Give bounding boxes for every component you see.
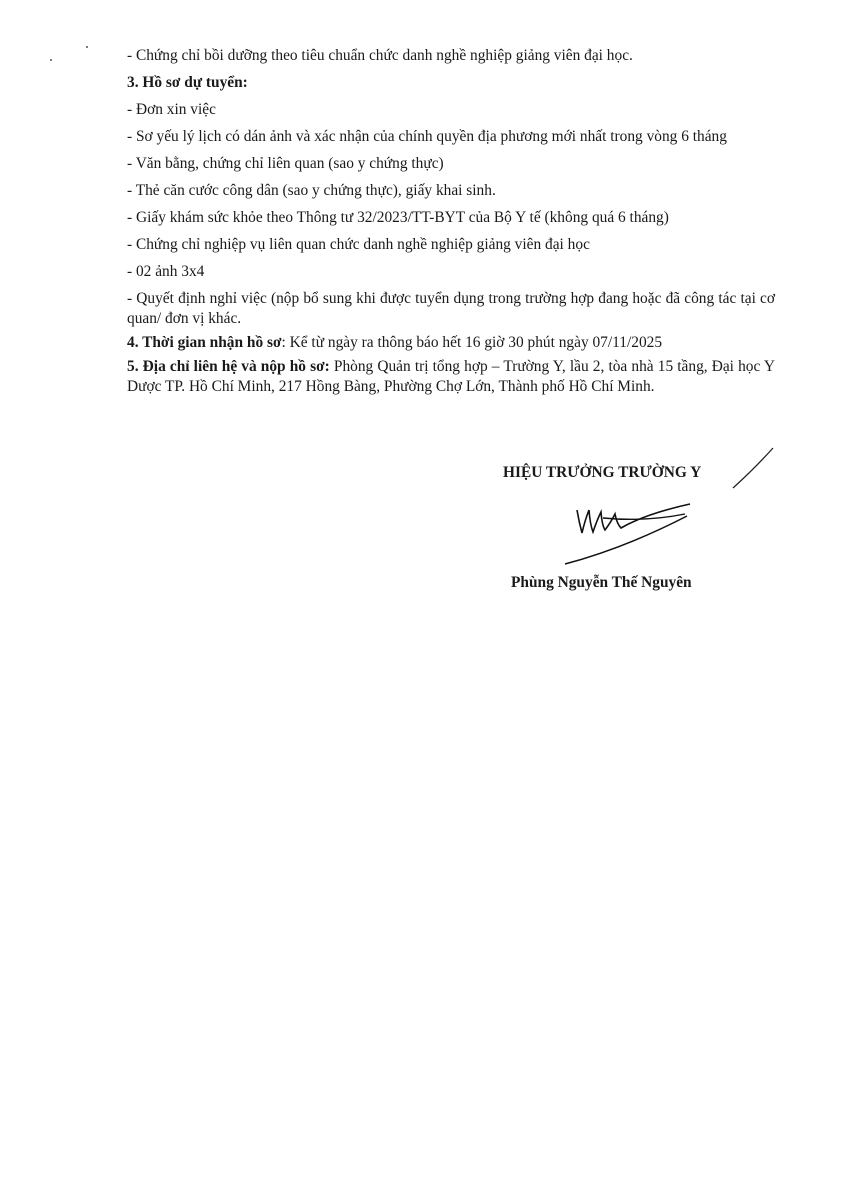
list-item: - Chứng chỉ bồi dưỡng theo tiêu chuẩn chức danh nghề nghiệp giảng viên đại học. [127, 47, 633, 64]
handwritten-signature [555, 440, 785, 580]
list-item: - Quyết định nghỉ việc (nộp bổ sung khi được tuyển dụng trong trường hợp đang hoặc đã công tác tại cơ quan/ đơn vị khác. [127, 290, 775, 327]
list-item: - Văn bằng, chứng chỉ liên quan (sao y chứng thực) [127, 155, 444, 172]
list-item: - Thẻ căn cước công dân (sao y chứng thực), giấy khai sinh. [127, 182, 496, 199]
document-body [127, 46, 775, 397]
scan-speck [86, 46, 88, 48]
signer-title: HIỆU TRƯỞNG TRƯỜNG Y [503, 464, 702, 481]
list-item: - Giấy khám sức khỏe theo Thông tư 32/2023/TT-BYT của Bộ Y tế (không quá 6 tháng) [127, 209, 669, 226]
list-item: - 02 ảnh 3x4 [127, 263, 205, 280]
section-4-label: 4. Thời gian nhận hồ sơ [127, 334, 282, 351]
section-heading-3: 3. Hồ sơ dự tuyển: [127, 74, 248, 91]
scan-speck [50, 59, 52, 61]
signer-name: Phùng Nguyễn Thế Nguyên [511, 574, 692, 591]
list-item: - Đơn xin việc [127, 101, 216, 118]
section-5 [127, 357, 775, 397]
section-4 [127, 333, 775, 353]
section-4-text: : Kể từ ngày ra thông báo hết 16 giờ 30 phút ngày 07/11/2025 [281, 334, 663, 351]
list-item: - Chứng chỉ nghiệp vụ liên quan chức danh nghề nghiệp giảng viên đại học [127, 236, 590, 253]
section-5-label: 5. Địa chỉ liên hệ và nộp hồ sơ: [127, 358, 330, 375]
list-item: - Sơ yếu lý lịch có dán ảnh và xác nhận của chính quyền địa phương mới nhất trong vòng 6 tháng [127, 128, 727, 145]
section-5-text: Phòng Quản trị tổng hợp – Trường Y, lầu 2, tòa nhà 15 tầng, Đại học Y Dược TP. Hồ Chí Minh, 217 Hồng Bàng, Phường Chợ Lớn, Thành phố Hồ Chí Minh. [127, 358, 775, 395]
